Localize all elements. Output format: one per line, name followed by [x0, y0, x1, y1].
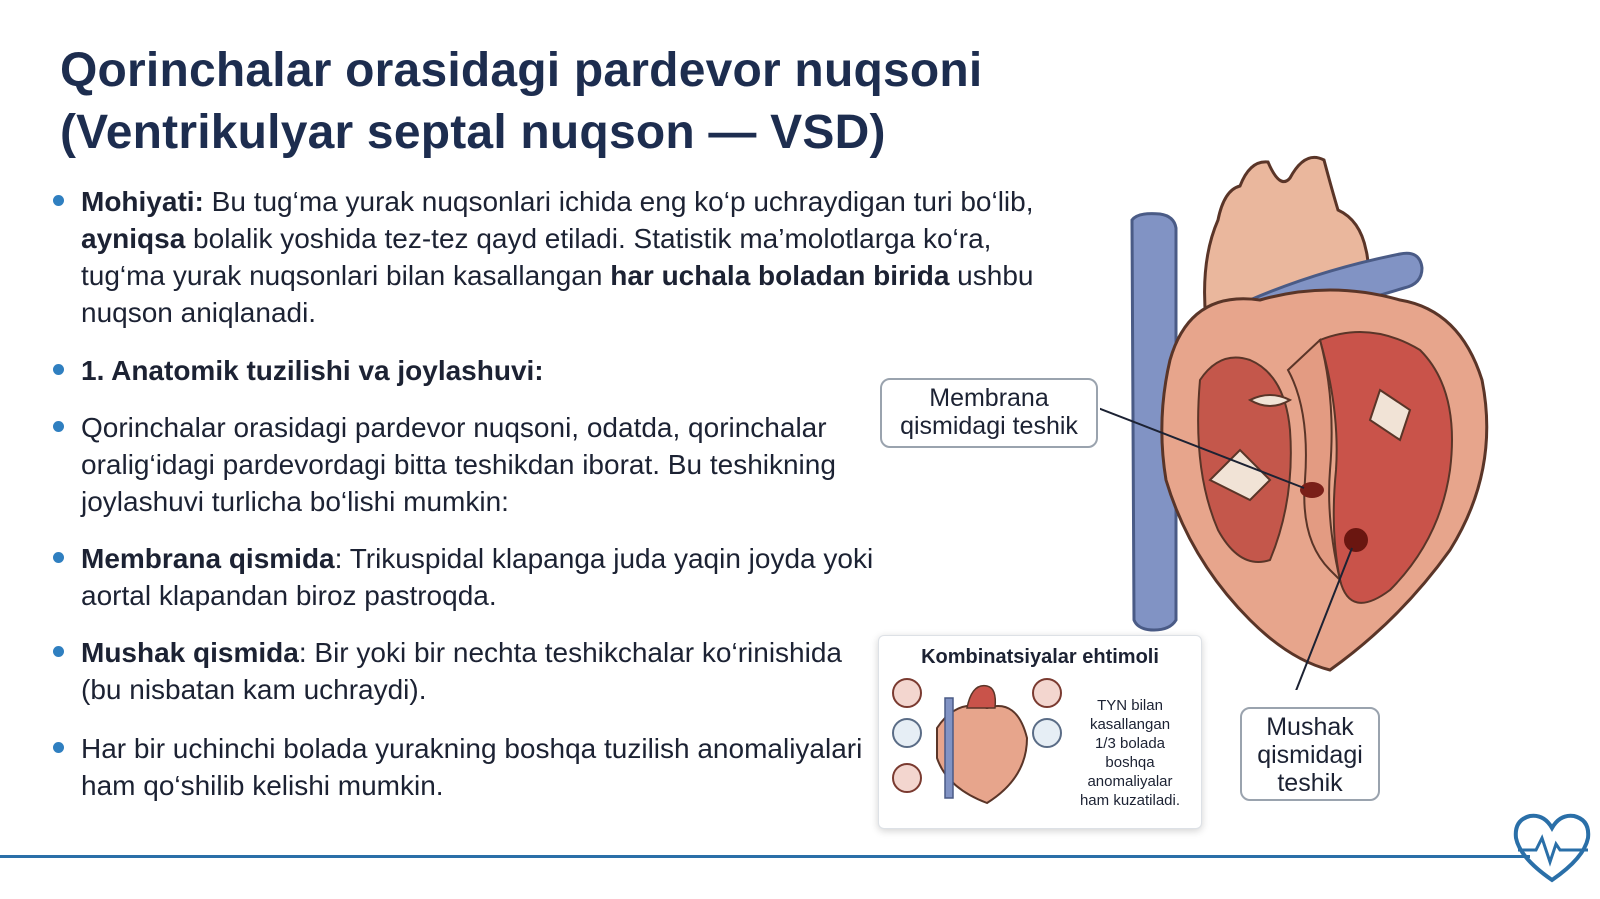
bullet-muscle-text: : Bir yoki bir nechta teshikchalar ko‘rinishida (bu nisbatan kam uchraydi). — [81, 637, 842, 705]
bottom-divider — [0, 855, 1530, 858]
logo-heart-outline — [1516, 816, 1588, 880]
membrane-callout-line-1: Membrana — [929, 384, 1049, 412]
bullet-anomalies-text: Har bir uchinchi bolada yurakning boshqa tuzilish anomaliyalari ham qo‘shilib kelishi mumkin. — [81, 733, 863, 801]
muscular-callout-line-3: teshik — [1277, 769, 1343, 797]
inset-text-line-6: ham kuzatiladi. — [1079, 792, 1181, 809]
heart-cross-section-illustration — [1100, 150, 1560, 690]
page-title — [60, 40, 1160, 164]
muscular-defect-callout — [1240, 707, 1380, 801]
inset-text-line-3: 1/3 bolada — [1094, 735, 1166, 752]
inset-text-line-5: anomaliyalar — [1087, 773, 1173, 790]
bullet-muscle-label: Mushak qismida — [81, 637, 299, 668]
bullet-defect-text: Qorinchalar orasidagi pardevor nuqsoni, odatda, qorinchalar oralig‘idagi pardevordagi bitta teshikdan iborat. Bu teshikning joylashuvi turlicha bo‘lishi mumkin: — [81, 412, 836, 517]
inset-valve-3-icon — [893, 764, 921, 792]
inset-text — [1069, 696, 1191, 810]
inset-text-line-2: kasallangan — [1089, 716, 1171, 733]
bullet-anatomy-label: 1. Anatomik tuzilishi va joylashuvi: — [81, 355, 544, 386]
inset-vessel-shape — [945, 698, 953, 798]
inset-valve-5-icon — [1033, 719, 1061, 747]
inset-text-line-4: boshqa — [1105, 754, 1155, 771]
inset-valve-2-icon — [893, 719, 921, 747]
muscular-callout-line-2: qismidagi — [1257, 741, 1363, 769]
bullet-essence — [52, 183, 1061, 331]
membrane-callout-line-2: qismidagi teshik — [900, 412, 1078, 440]
bullet-essence-bold-1: ayniqsa — [81, 223, 186, 254]
bullet-muscle-part — [52, 634, 882, 708]
bullet-essence-text-3: ushbu nuqson aniqlanadi. — [81, 260, 1034, 328]
bullet-anomalies — [52, 730, 882, 804]
title-line-2: (Ventrikulyar septal nuqson — VSD) — [60, 106, 886, 159]
muscular-callout-line-1: Mushak — [1266, 713, 1354, 741]
inset-valve-4-icon — [1033, 679, 1061, 707]
bullet-essence-bold-2: har uchala boladan birida — [610, 260, 950, 291]
bullet-membrane-part — [52, 540, 882, 614]
bullet-defect-description — [52, 409, 882, 520]
membrane-defect-callout — [880, 378, 1098, 448]
bullet-anatomy-heading — [52, 352, 882, 389]
bullet-membrane-text: : Trikuspidal klapanga juda yaqin joyda yoki aortal klapandan biroz pastroqda. — [81, 543, 874, 611]
heart-pulse-icon — [1508, 808, 1596, 888]
bullet-essence-label: Mohiyati: — [81, 186, 204, 217]
inset-title: Kombinatsiyalar ehtimoli — [921, 646, 1159, 668]
inset-heart-illustration — [887, 678, 1067, 818]
membrane-defect-hole — [1300, 482, 1324, 498]
inset-valve-1-icon — [893, 679, 921, 707]
bullet-essence-text-1: Bu tug‘ma yurak nuqsonlari ichida eng ko‘p uchraydigan turi bo‘lib, — [203, 186, 1034, 217]
bullet-membrane-label: Membrana qismida — [81, 543, 335, 574]
inset-aorta-shape — [967, 686, 995, 708]
inset-text-line-1: TYN bilan — [1097, 697, 1163, 714]
title-line-1: Qorinchalar orasidagi pardevor nuqsoni — [60, 44, 983, 97]
muscular-defect-hole — [1344, 528, 1368, 552]
combinations-inset — [878, 635, 1202, 829]
bullet-essence-text-2: bolalik yoshida tez-tez qayd etiladi. Statistik ma’molotlarga ko‘ra, tug‘ma yurak nuqsonlari bilan kasallangan — [81, 223, 992, 291]
